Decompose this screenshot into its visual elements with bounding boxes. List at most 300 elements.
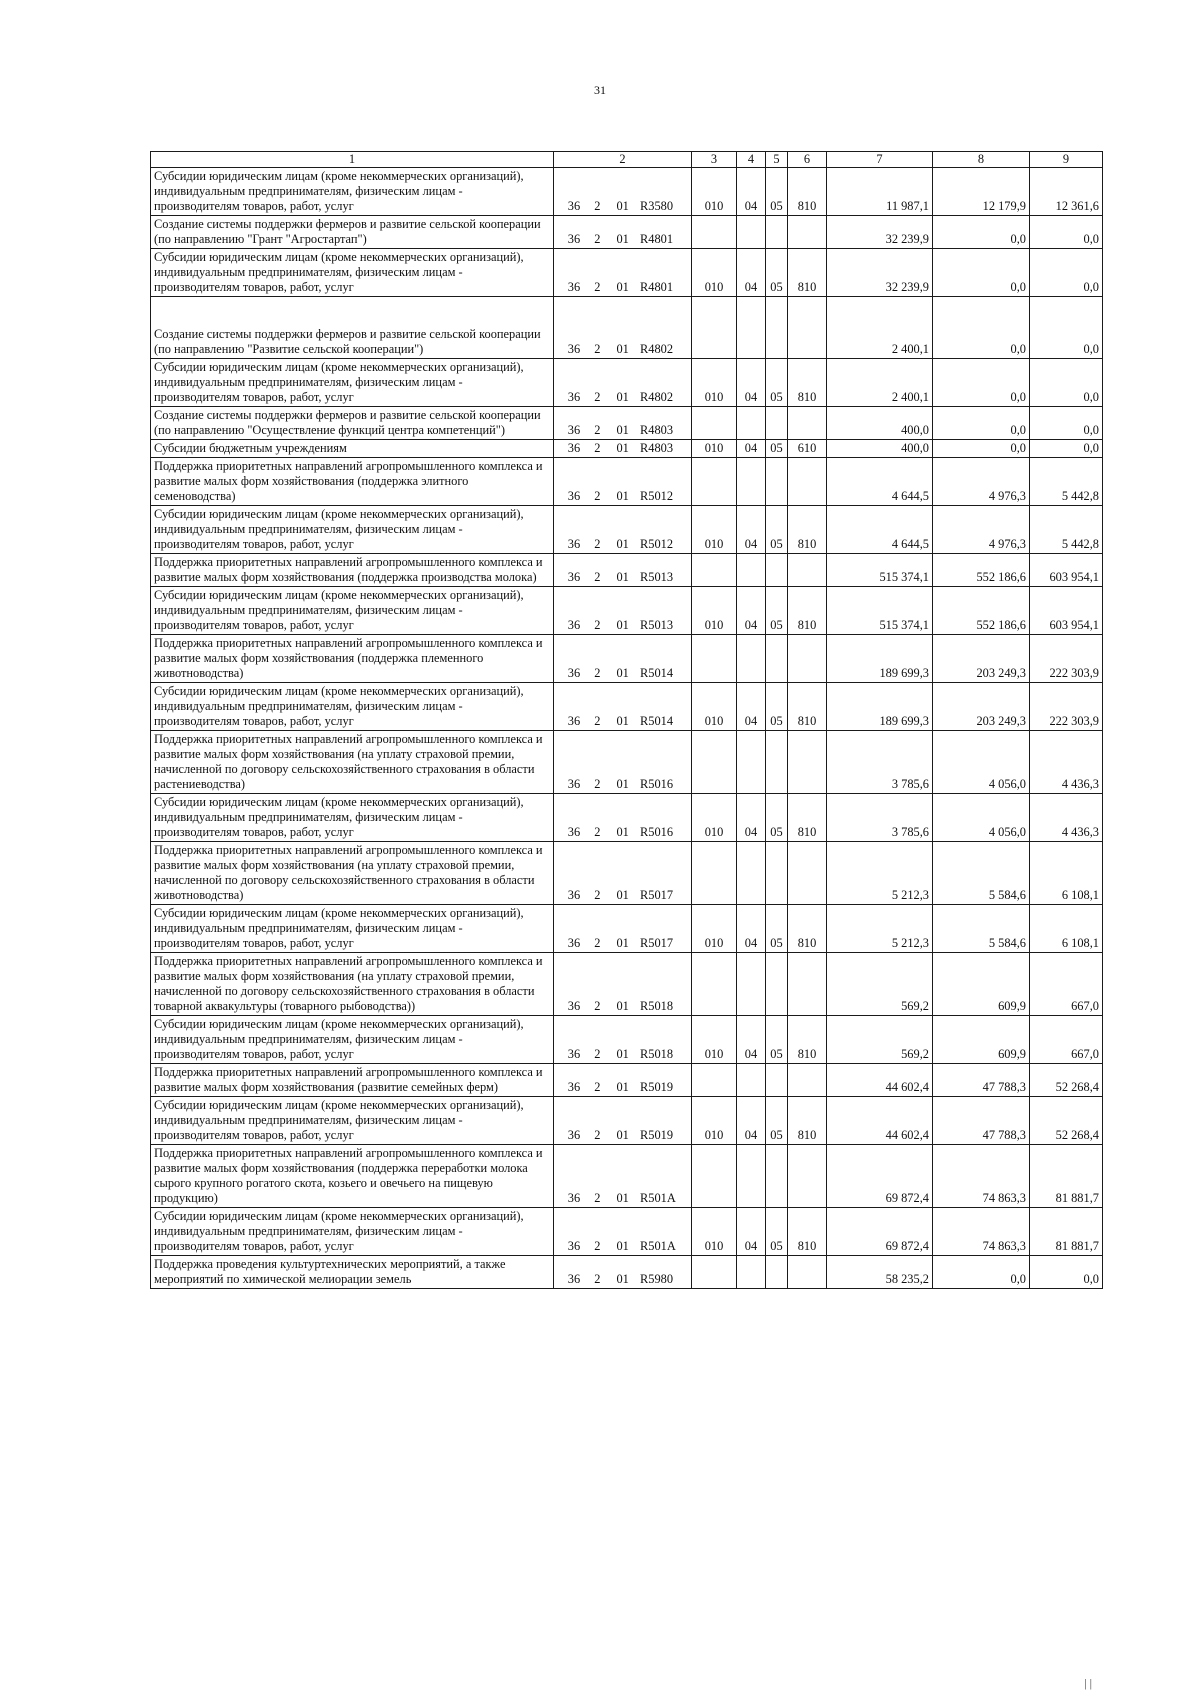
row-amount-year3: 222 303,9 (1030, 635, 1103, 683)
kcsr-part: R5012 (639, 537, 674, 551)
row-subsection-code (766, 842, 788, 905)
row-amount-year2: 552 186,6 (933, 554, 1030, 587)
kcsr-part: R5016 (639, 777, 674, 791)
row-kcsr-code (554, 683, 692, 731)
row-subsection-code (766, 297, 788, 359)
kcsr-part: 36 (567, 1239, 581, 1253)
kcsr-part: R501A (639, 1191, 676, 1205)
row-expense-type (788, 407, 827, 440)
row-expense-type (788, 1256, 827, 1289)
row-expense-type (788, 554, 827, 587)
row-expense-type: 810 (788, 506, 827, 554)
row-amount-year1: 58 235,2 (827, 1256, 933, 1289)
row-ministry-code: 010 (692, 587, 737, 635)
table-row (151, 1064, 1103, 1097)
row-expense-type: 810 (788, 1208, 827, 1256)
row-amount-year1: 189 699,3 (827, 683, 933, 731)
row-amount-year2: 4 056,0 (933, 731, 1030, 794)
row-kcsr-code (554, 1145, 692, 1208)
row-ministry-code (692, 635, 737, 683)
kcsr-part: 01 (616, 390, 629, 404)
page-number: 31 (594, 83, 606, 97)
row-amount-year3: 12 361,6 (1030, 168, 1103, 216)
kcsr-part: 01 (616, 1047, 629, 1061)
kcsr-part: 36 (567, 714, 581, 728)
table-row (151, 1208, 1103, 1256)
row-subsection-code: 05 (766, 683, 788, 731)
kcsr-part: 2 (594, 936, 601, 950)
row-ministry-code (692, 1145, 737, 1208)
row-section-code: 04 (737, 683, 766, 731)
row-subsection-code: 05 (766, 1097, 788, 1145)
row-kcsr-code (554, 168, 692, 216)
row-amount-year2: 0,0 (933, 1256, 1030, 1289)
row-amount-year3: 222 303,9 (1030, 683, 1103, 731)
row-kcsr-code (554, 440, 692, 458)
row-subsection-code: 05 (766, 249, 788, 297)
kcsr-part: 2 (594, 489, 601, 503)
kcsr-part: 36 (567, 537, 581, 551)
row-subsection-code (766, 1256, 788, 1289)
row-subsection-code: 05 (766, 168, 788, 216)
row-name: Субсидии юридическим лицам (кроме некоммерческих организаций), индивидуальным предпринимателям, физическим лицам - производителям товаров, работ, услуг (151, 683, 554, 731)
table-row (151, 1256, 1103, 1289)
row-kcsr-code (554, 359, 692, 407)
row-subsection-code: 05 (766, 587, 788, 635)
row-amount-year2: 4 976,3 (933, 458, 1030, 506)
row-expense-type (788, 731, 827, 794)
row-amount-year1: 400,0 (827, 440, 933, 458)
row-ministry-code: 010 (692, 1016, 737, 1064)
row-name: Субсидии бюджетным учреждениям (151, 440, 554, 458)
row-expense-type: 810 (788, 1016, 827, 1064)
table-row (151, 249, 1103, 297)
table-row (151, 587, 1103, 635)
kcsr-part: 01 (616, 666, 629, 680)
table-row (151, 635, 1103, 683)
row-amount-year2: 74 863,3 (933, 1145, 1030, 1208)
kcsr-part: 2 (594, 441, 601, 455)
kcsr-part: 2 (594, 714, 601, 728)
row-section-code (737, 1256, 766, 1289)
table-row (151, 683, 1103, 731)
row-name: Субсидии юридическим лицам (кроме некоммерческих организаций), индивидуальным предпринимателям, физическим лицам - производителям товаров, работ, услуг (151, 905, 554, 953)
kcsr-part: 2 (594, 537, 601, 551)
kcsr-part: 2 (594, 1272, 601, 1286)
kcsr-part: R5013 (639, 570, 674, 584)
column-header: 7 (827, 152, 933, 168)
kcsr-part: R4803 (639, 441, 674, 455)
row-amount-year3: 81 881,7 (1030, 1208, 1103, 1256)
row-kcsr-code (554, 1064, 692, 1097)
row-amount-year1: 2 400,1 (827, 297, 933, 359)
row-name: Создание системы поддержки фермеров и развитие сельской кооперации (по направлению "Развитие сельской кооперации") (151, 297, 554, 359)
kcsr-part: 2 (594, 999, 601, 1013)
kcsr-part: R501A (639, 1239, 676, 1253)
kcsr-part: 2 (594, 570, 601, 584)
row-subsection-code: 05 (766, 1016, 788, 1064)
row-kcsr-code (554, 953, 692, 1016)
row-section-code: 04 (737, 587, 766, 635)
row-section-code: 04 (737, 249, 766, 297)
row-subsection-code (766, 953, 788, 1016)
table-row (151, 297, 1103, 359)
table-row (151, 168, 1103, 216)
row-amount-year3: 4 436,3 (1030, 794, 1103, 842)
row-kcsr-code (554, 407, 692, 440)
kcsr-part: R5014 (639, 666, 674, 680)
row-ministry-code (692, 407, 737, 440)
table-row (151, 506, 1103, 554)
row-subsection-code: 05 (766, 794, 788, 842)
kcsr-part: R5018 (639, 1047, 674, 1061)
row-amount-year3: 603 954,1 (1030, 554, 1103, 587)
row-subsection-code (766, 216, 788, 249)
row-name: Поддержка приоритетных направлений агропромышленного комплекса и развитие малых форм хозяйствования (развитие семейных ферм) (151, 1064, 554, 1097)
row-amount-year2: 4 056,0 (933, 794, 1030, 842)
row-section-code (737, 297, 766, 359)
row-amount-year1: 4 644,5 (827, 458, 933, 506)
row-section-code (737, 1064, 766, 1097)
row-ministry-code: 010 (692, 905, 737, 953)
kcsr-part: R5017 (639, 888, 674, 902)
row-name: Субсидии юридическим лицам (кроме некоммерческих организаций), индивидуальным предпринимателям, физическим лицам - производителям товаров, работ, услуг (151, 1208, 554, 1256)
kcsr-part: 36 (567, 441, 581, 455)
row-kcsr-code (554, 1016, 692, 1064)
row-amount-year3: 0,0 (1030, 440, 1103, 458)
row-amount-year2: 5 584,6 (933, 842, 1030, 905)
row-kcsr-code (554, 1256, 692, 1289)
row-amount-year3: 52 268,4 (1030, 1064, 1103, 1097)
row-ministry-code (692, 554, 737, 587)
row-ministry-code (692, 731, 737, 794)
row-kcsr-code (554, 297, 692, 359)
kcsr-part: 01 (616, 1272, 629, 1286)
kcsr-part: 2 (594, 1047, 601, 1061)
row-amount-year3: 0,0 (1030, 407, 1103, 440)
row-amount-year1: 69 872,4 (827, 1208, 933, 1256)
row-subsection-code: 05 (766, 440, 788, 458)
kcsr-part: R5980 (639, 1272, 674, 1286)
row-section-code: 04 (737, 1016, 766, 1064)
row-expense-type: 810 (788, 168, 827, 216)
kcsr-part: R3580 (639, 199, 674, 213)
row-amount-year2: 203 249,3 (933, 683, 1030, 731)
row-ministry-code: 010 (692, 249, 737, 297)
row-section-code: 04 (737, 168, 766, 216)
table-row (151, 794, 1103, 842)
kcsr-part: 2 (594, 1239, 601, 1253)
kcsr-part: 36 (567, 777, 581, 791)
kcsr-part: R4802 (639, 390, 674, 404)
row-amount-year1: 515 374,1 (827, 587, 933, 635)
kcsr-part: R5017 (639, 936, 674, 950)
kcsr-part: R5014 (639, 714, 674, 728)
kcsr-part: 01 (616, 999, 629, 1013)
row-amount-year2: 203 249,3 (933, 635, 1030, 683)
row-kcsr-code (554, 249, 692, 297)
row-expense-type (788, 1064, 827, 1097)
row-expense-type (788, 842, 827, 905)
row-expense-type (788, 216, 827, 249)
row-ministry-code: 010 (692, 794, 737, 842)
row-amount-year3: 6 108,1 (1030, 842, 1103, 905)
kcsr-part: 2 (594, 280, 601, 294)
row-name: Субсидии юридическим лицам (кроме некоммерческих организаций), индивидуальным предпринимателям, физическим лицам - производителям товаров, работ, услуг (151, 794, 554, 842)
row-name: Субсидии юридическим лицам (кроме некоммерческих организаций), индивидуальным предпринимателям, физическим лицам - производителям товаров, работ, услуг (151, 359, 554, 407)
row-ministry-code (692, 216, 737, 249)
row-name: Субсидии юридическим лицам (кроме некоммерческих организаций), индивидуальным предпринимателям, физическим лицам - производителям товаров, работ, услуг (151, 168, 554, 216)
row-amount-year3: 52 268,4 (1030, 1097, 1103, 1145)
kcsr-part: 01 (616, 423, 629, 437)
row-subsection-code (766, 1145, 788, 1208)
row-amount-year2: 609,9 (933, 953, 1030, 1016)
column-header: 6 (788, 152, 827, 168)
kcsr-part: 36 (567, 999, 581, 1013)
row-amount-year2: 47 788,3 (933, 1064, 1030, 1097)
row-subsection-code (766, 731, 788, 794)
row-name: Субсидии юридическим лицам (кроме некоммерческих организаций), индивидуальным предпринимателям, физическим лицам - производителям товаров, работ, услуг (151, 1097, 554, 1145)
kcsr-part: 01 (616, 441, 629, 455)
row-ministry-code (692, 1256, 737, 1289)
row-amount-year2: 0,0 (933, 249, 1030, 297)
row-amount-year1: 44 602,4 (827, 1064, 933, 1097)
row-amount-year3: 6 108,1 (1030, 905, 1103, 953)
row-amount-year1: 5 212,3 (827, 842, 933, 905)
kcsr-part: 01 (616, 570, 629, 584)
row-section-code (737, 458, 766, 506)
table-row (151, 458, 1103, 506)
row-kcsr-code (554, 905, 692, 953)
row-amount-year1: 5 212,3 (827, 905, 933, 953)
kcsr-part: R5012 (639, 489, 674, 503)
row-ministry-code (692, 458, 737, 506)
row-amount-year2: 5 584,6 (933, 905, 1030, 953)
row-ministry-code (692, 1064, 737, 1097)
table-row (151, 731, 1103, 794)
kcsr-part: 36 (567, 1047, 581, 1061)
kcsr-part: 2 (594, 423, 601, 437)
row-expense-type: 810 (788, 794, 827, 842)
row-expense-type: 810 (788, 587, 827, 635)
kcsr-part: 01 (616, 618, 629, 632)
row-ministry-code: 010 (692, 440, 737, 458)
kcsr-part: 36 (567, 342, 581, 356)
kcsr-part: 2 (594, 825, 601, 839)
table-row (151, 1016, 1103, 1064)
row-amount-year2: 609,9 (933, 1016, 1030, 1064)
row-name: Субсидии юридическим лицам (кроме некоммерческих организаций), индивидуальным предпринимателям, физическим лицам - производителям товаров, работ, услуг (151, 506, 554, 554)
row-kcsr-code (554, 506, 692, 554)
row-name: Создание системы поддержки фермеров и развитие сельской кооперации (по направлению "Грант "Агростартап") (151, 216, 554, 249)
row-amount-year1: 3 785,6 (827, 794, 933, 842)
row-amount-year3: 0,0 (1030, 216, 1103, 249)
column-header: 4 (737, 152, 766, 168)
kcsr-part: R5019 (639, 1080, 674, 1094)
row-amount-year1: 4 644,5 (827, 506, 933, 554)
row-amount-year2: 0,0 (933, 359, 1030, 407)
kcsr-part: 36 (567, 390, 581, 404)
scan-mark: | | (1084, 1676, 1092, 1690)
row-name: Создание системы поддержки фермеров и развитие сельской кооперации (по направлению "Осуществление функций центра компетенций") (151, 407, 554, 440)
row-amount-year1: 32 239,9 (827, 216, 933, 249)
row-expense-type (788, 458, 827, 506)
row-amount-year3: 81 881,7 (1030, 1145, 1103, 1208)
row-amount-year2: 0,0 (933, 407, 1030, 440)
kcsr-part: 36 (567, 570, 581, 584)
row-subsection-code: 05 (766, 359, 788, 407)
row-name: Поддержка приоритетных направлений агропромышленного комплекса и развитие малых форм хозяйствования (на уплату страховой премии, начисленной по договору сельскохозяйственного страхования в области животноводства) (151, 842, 554, 905)
table-row (151, 216, 1103, 249)
kcsr-part: R4802 (639, 342, 674, 356)
kcsr-part: 36 (567, 888, 581, 902)
row-amount-year2: 552 186,6 (933, 587, 1030, 635)
row-section-code (737, 635, 766, 683)
row-kcsr-code (554, 216, 692, 249)
row-amount-year2: 47 788,3 (933, 1097, 1030, 1145)
kcsr-part: R4801 (639, 232, 674, 246)
kcsr-part: 36 (567, 199, 581, 213)
row-expense-type: 810 (788, 1097, 827, 1145)
row-expense-type (788, 297, 827, 359)
table-row (151, 1097, 1103, 1145)
row-kcsr-code (554, 731, 692, 794)
row-amount-year3: 5 442,8 (1030, 506, 1103, 554)
kcsr-part: 01 (616, 777, 629, 791)
kcsr-part: 36 (567, 666, 581, 680)
row-subsection-code: 05 (766, 1208, 788, 1256)
kcsr-part: 36 (567, 280, 581, 294)
row-section-code (737, 953, 766, 1016)
column-header: 3 (692, 152, 737, 168)
table-row (151, 1145, 1103, 1208)
row-section-code: 04 (737, 440, 766, 458)
row-expense-type: 810 (788, 359, 827, 407)
kcsr-part: 01 (616, 1080, 629, 1094)
row-ministry-code (692, 297, 737, 359)
kcsr-part: 01 (616, 537, 629, 551)
kcsr-part: 01 (616, 199, 629, 213)
row-amount-year2: 4 976,3 (933, 506, 1030, 554)
row-amount-year1: 44 602,4 (827, 1097, 933, 1145)
row-section-code: 04 (737, 1208, 766, 1256)
row-expense-type: 810 (788, 249, 827, 297)
row-kcsr-code (554, 842, 692, 905)
row-amount-year1: 569,2 (827, 1016, 933, 1064)
row-kcsr-code (554, 458, 692, 506)
row-expense-type (788, 953, 827, 1016)
row-amount-year3: 667,0 (1030, 953, 1103, 1016)
row-amount-year3: 0,0 (1030, 249, 1103, 297)
row-name: Поддержка приоритетных направлений агропромышленного комплекса и развитие малых форм хозяйствования (на уплату страховой премии, начисленной по договору сельскохозяйственного страхования в области товарной аквакультуры (товарного рыбоводства)) (151, 953, 554, 1016)
row-section-code (737, 407, 766, 440)
kcsr-part: 01 (616, 280, 629, 294)
row-ministry-code: 010 (692, 506, 737, 554)
row-amount-year1: 400,0 (827, 407, 933, 440)
row-amount-year1: 3 785,6 (827, 731, 933, 794)
row-kcsr-code (554, 1208, 692, 1256)
row-subsection-code (766, 458, 788, 506)
row-expense-type: 810 (788, 905, 827, 953)
row-name: Поддержка приоритетных направлений агропромышленного комплекса и развитие малых форм хозяйствования (на уплату страховой премии, начисленной по договору сельскохозяйственного страхования в области растениеводства) (151, 731, 554, 794)
row-ministry-code (692, 953, 737, 1016)
kcsr-part: 36 (567, 232, 581, 246)
column-header: 8 (933, 152, 1030, 168)
kcsr-part: 2 (594, 1080, 601, 1094)
row-ministry-code: 010 (692, 1097, 737, 1145)
row-subsection-code: 05 (766, 506, 788, 554)
kcsr-part: 01 (616, 888, 629, 902)
kcsr-part: 01 (616, 825, 629, 839)
row-name: Поддержка приоритетных направлений агропромышленного комплекса и развитие малых форм хозяйствования (поддержка переработки молока сырого крупного рогатого скота, козьего и овечьего на пищевую продукцию) (151, 1145, 554, 1208)
row-amount-year1: 69 872,4 (827, 1145, 933, 1208)
kcsr-part: R4801 (639, 280, 674, 294)
row-amount-year3: 4 436,3 (1030, 731, 1103, 794)
row-section-code: 04 (737, 359, 766, 407)
table-row (151, 953, 1103, 1016)
kcsr-part: 2 (594, 342, 601, 356)
row-kcsr-code (554, 635, 692, 683)
row-section-code (737, 842, 766, 905)
row-amount-year3: 603 954,1 (1030, 587, 1103, 635)
row-name: Поддержка приоритетных направлений агропромышленного комплекса и развитие малых форм хозяйствования (поддержка племенного животноводства) (151, 635, 554, 683)
column-header: 9 (1030, 152, 1103, 168)
row-name: Субсидии юридическим лицам (кроме некоммерческих организаций), индивидуальным предпринимателям, физическим лицам - производителям товаров, работ, услуг (151, 249, 554, 297)
kcsr-part: R4803 (639, 423, 674, 437)
row-ministry-code: 010 (692, 1208, 737, 1256)
row-amount-year1: 189 699,3 (827, 635, 933, 683)
row-ministry-code: 010 (692, 683, 737, 731)
table-row (151, 905, 1103, 953)
kcsr-part: 2 (594, 232, 601, 246)
row-section-code (737, 1145, 766, 1208)
row-amount-year2: 12 179,9 (933, 168, 1030, 216)
table-row (151, 440, 1103, 458)
kcsr-part: 2 (594, 666, 601, 680)
row-subsection-code (766, 407, 788, 440)
kcsr-part: 01 (616, 1239, 629, 1253)
row-subsection-code: 05 (766, 905, 788, 953)
row-amount-year1: 569,2 (827, 953, 933, 1016)
row-kcsr-code (554, 1097, 692, 1145)
row-ministry-code: 010 (692, 168, 737, 216)
kcsr-part: R5018 (639, 999, 674, 1013)
kcsr-part: 36 (567, 1128, 581, 1142)
kcsr-part: 01 (616, 1128, 629, 1142)
row-name: Субсидии юридическим лицам (кроме некоммерческих организаций), индивидуальным предпринимателям, физическим лицам - производителям товаров, работ, услуг (151, 1016, 554, 1064)
row-amount-year3: 0,0 (1030, 1256, 1103, 1289)
kcsr-part: 2 (594, 888, 601, 902)
row-amount-year2: 0,0 (933, 297, 1030, 359)
table-row (151, 554, 1103, 587)
kcsr-part: R5016 (639, 825, 674, 839)
row-amount-year1: 515 374,1 (827, 554, 933, 587)
row-ministry-code: 010 (692, 359, 737, 407)
column-header: 2 (554, 152, 692, 168)
kcsr-part: 2 (594, 1128, 601, 1142)
row-expense-type (788, 1145, 827, 1208)
row-subsection-code (766, 635, 788, 683)
kcsr-part: R5013 (639, 618, 674, 632)
row-amount-year1: 2 400,1 (827, 359, 933, 407)
kcsr-part: 36 (567, 1080, 581, 1094)
row-amount-year2: 0,0 (933, 216, 1030, 249)
row-amount-year1: 11 987,1 (827, 168, 933, 216)
kcsr-part: 01 (616, 342, 629, 356)
column-header: 5 (766, 152, 788, 168)
header-row (151, 152, 1103, 168)
kcsr-part: 01 (616, 232, 629, 246)
